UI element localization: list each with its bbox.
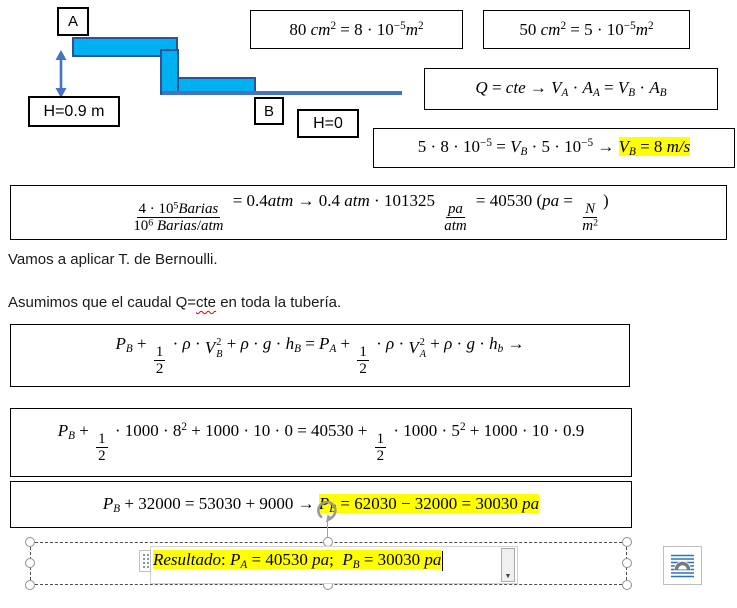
- paragraph-assumption-start: Asumimos que el caudal Q=: [8, 294, 197, 311]
- layout-options-button[interactable]: [663, 546, 702, 585]
- eq-bernoulli-general: PB + $\frac{1}{2}$ · ρ · V 2 B + ρ · g · hB = PA + $\frac{1}{2}$ · ρ · V 2 A + ρ · g · hb →: [115, 334, 525, 378]
- eq-box-area-80[interactable]: [250, 10, 463, 49]
- selection-handle-top-left[interactable]: [25, 537, 35, 547]
- eq-area-80: 80 $cm^2 = 8 \cdot 10^{-5}m^2$: [289, 19, 424, 39]
- eq-box-velocity[interactable]: [373, 128, 735, 168]
- selection-handle-middle-left[interactable]: [25, 558, 35, 568]
- eq-area-50: 50 $cm^2 = 5 \cdot 10^{-5}m^2$: [519, 19, 654, 39]
- equation-drag-grip[interactable]: [139, 550, 151, 572]
- eq-final-result: Resultado: PA = 40530 pa; PB = 30030 pa: [153, 550, 442, 572]
- grip-dots-icon: [143, 554, 145, 556]
- eq-box-continuity[interactable]: [424, 68, 718, 110]
- rotate-handle-icon[interactable]: [315, 497, 341, 523]
- eq-box-bernoulli-general[interactable]: [10, 324, 630, 387]
- text-cursor-caret: [442, 551, 443, 571]
- label-point-a[interactable]: A: [57, 7, 89, 36]
- label-height-09[interactable]: H=0.9 m: [28, 96, 120, 127]
- paragraph-bernoulli: Vamos a aplicar T. de Bernoulli.: [8, 251, 218, 268]
- selection-handle-bottom-right[interactable]: [622, 580, 632, 590]
- chevron-down-icon: ▼: [504, 573, 512, 580]
- height-double-arrow-icon[interactable]: [52, 50, 70, 98]
- selection-handle-middle-right[interactable]: [622, 558, 632, 568]
- selection-handle-bottom-left[interactable]: [25, 580, 35, 590]
- equation-edit-area[interactable]: [150, 546, 518, 584]
- eq-box-area-50[interactable]: [483, 10, 690, 49]
- paragraph-assumption-end: en toda la tubería.: [216, 294, 342, 311]
- eq-bernoulli-values: PB + $\frac{1}{2}$ · $1000 \cdot 8^2 + 1000 \cdot 10 \cdot 0 = 40530$ + $\frac{1}{2}$ · $1000 \cdot 5^2 + 1000 \cdot 10 \cdot 0.9$: [57, 421, 585, 465]
- eq-pressure-conversion: $\frac{4 \cdot 10^5Barias}{10^6 Barias/atm}$ = 0.4atm → 0.4 atm · 101325 $\frac{pa}{\text{atm}}$ = 40530 (pa = $\frac{N}{m^2}$ ): [133, 191, 609, 235]
- spellcheck-underlined-word: cte: [196, 294, 217, 311]
- eq-bernoulli-result: PB + 32000 = 53030 + 9000 → PB = 62030 − 32000 = 30030 pa: [102, 493, 540, 516]
- layout-options-icon: [669, 552, 696, 579]
- label-point-b[interactable]: B: [254, 97, 284, 125]
- label-height-0[interactable]: H=0: [297, 109, 359, 138]
- pipe-baseline[interactable]: [162, 91, 402, 95]
- eq-velocity: $5 \cdot 8 \cdot 10^{-5}$ = VB · $5 \cdot 10^{-5}$ → VB = 8 m/s: [417, 137, 691, 159]
- eq-box-pressure-conversion[interactable]: [10, 185, 727, 240]
- equation-options-dropdown[interactable]: [501, 548, 515, 582]
- eq-box-bernoulli-values[interactable]: [10, 408, 632, 477]
- selection-handle-top-right[interactable]: [622, 537, 632, 547]
- paragraph-assumption: [8, 294, 341, 311]
- eq-continuity: Q = cte → VA · AA = VB · AB: [475, 78, 667, 100]
